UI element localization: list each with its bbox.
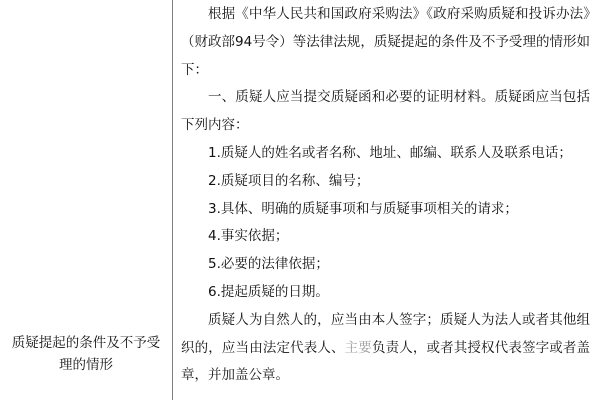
list-item: 2.质疑项目的名称、编号； bbox=[208, 172, 370, 189]
signature-faint-text: 主要 bbox=[344, 339, 372, 356]
content-text-block bbox=[173, 0, 600, 390]
intro-paragraph: 根据《中华人民共和国政府采购法》《政府采购质疑和投诉办法》（财政部94号令）等法律法规，质疑提起的条件及不予受理的情形如下： bbox=[181, 6, 590, 78]
signature-text-part2: 负责人，或者其授权代表签字或者盖章，并加盖公章。 bbox=[181, 339, 591, 384]
signature-text-part1: 质疑人为自然人的，应当由本人签字；质疑人为法人或者其他组织的，应当由法定代表人、 bbox=[181, 311, 590, 356]
list-item: 4.事实依据； bbox=[208, 228, 289, 245]
section-one-paragraph: 一、质疑人应当提交质疑函和必要的证明材料。质疑函应当包括下列内容： bbox=[181, 89, 590, 134]
table-left-cell bbox=[0, 0, 172, 400]
signature-paragraph bbox=[181, 307, 590, 390]
list-item: 1.质疑人的姓名或者名称、地址、邮编、联系人及联系电话； bbox=[208, 144, 572, 161]
table-right-cell bbox=[173, 0, 600, 400]
row-label: 质疑提起的条件及不予受理的情形 bbox=[11, 335, 161, 373]
list-item: 6.提起质疑的日期。 bbox=[208, 283, 329, 300]
list-item: 5.必要的法律依据； bbox=[208, 256, 329, 273]
list-item: 3.具体、明确的质疑事项和与质疑事项相关的请求； bbox=[208, 200, 518, 217]
